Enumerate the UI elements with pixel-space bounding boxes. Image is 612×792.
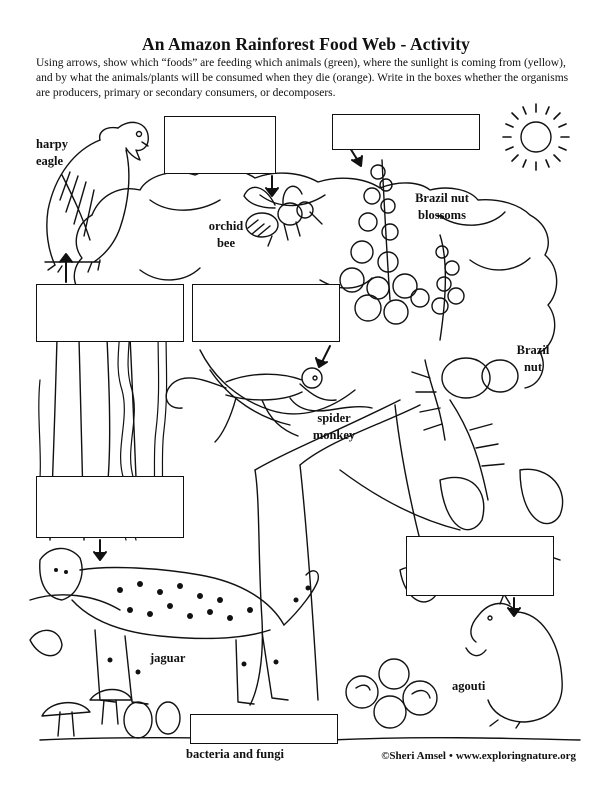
answer-box-harpy-eagle[interactable] — [36, 284, 184, 342]
label-orchid-bee-line2: bee — [216, 236, 236, 250]
answer-box-spider-monkey[interactable] — [192, 284, 340, 342]
website-url: www.exploringnature.org — [455, 750, 576, 762]
answer-box-orchid-bee[interactable] — [164, 116, 276, 174]
label-spider-monkey-line1: spider — [317, 411, 351, 425]
instructions-text: Using arrows, show which “foods” are feeding which animals (green), where the sunlight is coming from (yellow), and by what the animals/plants will be consumed when they die (orange). Write in the boxes whether the organisms are producers, primary or secondary consumers, or decomposers. — [36, 57, 569, 100]
arrow-head-monkey — [316, 358, 327, 367]
label-orchid-bee — [200, 218, 252, 252]
arrow-head-jaguar — [94, 552, 106, 560]
credit-line — [381, 750, 576, 762]
arrow-head-agouti — [508, 608, 520, 616]
tree-canopy — [74, 169, 556, 388]
label-jaguar: jaguar — [150, 651, 186, 665]
answer-box-agouti[interactable] — [406, 536, 554, 596]
fallen-brazil-nuts — [346, 659, 437, 728]
answer-box-brazil-nut-blossoms[interactable] — [332, 114, 480, 150]
credit-bullet: • — [448, 750, 453, 762]
brazil-nut-blossoms-drawing — [340, 160, 464, 340]
label-brazil-nut — [512, 342, 554, 376]
label-harpy-eagle — [36, 136, 68, 170]
label-brazil-nut-line2: nut — [523, 360, 543, 374]
label-brazil-nut-blossoms — [406, 190, 478, 224]
label-blossoms-line1: Brazil nut — [415, 191, 469, 205]
label-bacteria-fungi: bacteria and fungi — [186, 747, 284, 761]
page-title: An Amazon Rainforest Food Web - Activity — [141, 34, 471, 54]
sun-icon — [503, 104, 569, 170]
label-orchid-bee-line1: orchid — [208, 219, 244, 233]
answer-box-jaguar[interactable] — [36, 476, 184, 538]
label-agouti: agouti — [452, 679, 486, 693]
label-harpy-eagle-line1: harpy — [36, 137, 68, 151]
answer-box-bacteria-fungi[interactable] — [190, 714, 338, 744]
label-harpy-eagle-line2: eagle — [36, 154, 64, 168]
orchid-bee-drawing — [244, 186, 322, 246]
jaguar-drawing — [40, 548, 319, 704]
label-brazil-nut-line1: Brazil — [516, 343, 550, 357]
copyright-author: ©Sheri Amsel — [381, 750, 446, 762]
label-blossoms-line2: blossoms — [418, 208, 466, 222]
arrow-head-eagle — [60, 254, 72, 262]
label-spider-monkey — [306, 410, 362, 444]
label-spider-monkey-line2: monkey — [312, 428, 356, 442]
